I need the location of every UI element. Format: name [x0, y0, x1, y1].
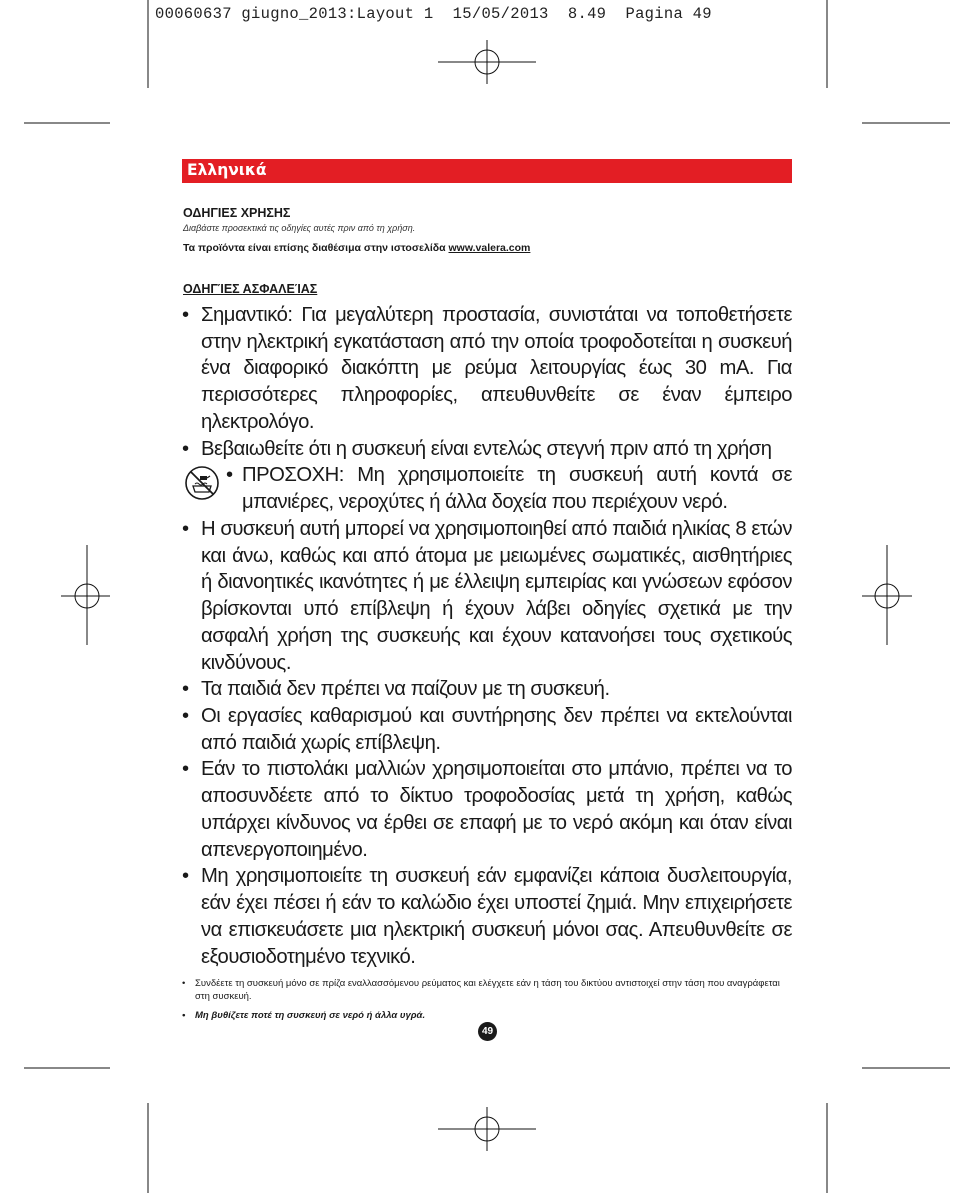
safety-heading: ΟΔΗΓΊΕΣ ΑΣΦΑΛΕΊΑΣ — [183, 282, 318, 296]
website-link[interactable]: www.valera.com — [448, 242, 531, 254]
availability-text: Τα προϊόντα είναι επίσης διαθέσιμα στην ιστοσελίδα — [183, 242, 446, 254]
availability-line — [183, 242, 530, 254]
note-text: Συνδέετε τη συσκευή μόνο σε πρίζα εναλλασσόμενου ρεύματος και ελέγχετε εάν η τάση του δικτύου αντιστοιχεί στην τάση που αναγράφεται στη συσκευή. — [195, 978, 780, 1002]
language-band — [182, 159, 792, 183]
bullet-marker: • — [182, 1010, 186, 1021]
list-item — [182, 863, 792, 970]
bullet-text: Η συσκευή αυτή μπορεί να χρησιμοποιηθεί από παιδιά ηλικίας 8 ετών και άνω, καθώς και από άτομα με μειωμένες σωματικές, αισθητήριες ή διανοητικές ικανότητες ή με έλλειψη εμπειρίας και γνώσεων εφόσον βρίσκονται υπό επίβλεψη ή έχουν λάβει οδηγίες σχετικά με την ασφαλή χρήση της συσκευής και έχουν κατανοήσει τους σχετικούς κινδύνους. — [201, 517, 792, 674]
list-item — [182, 703, 792, 756]
list-item — [182, 1010, 792, 1023]
note-text: Μη βυθίζετε ποτέ τη συσκευή σε νερό ή άλλα υγρά. — [195, 1010, 426, 1021]
safety-bullet-list — [182, 302, 792, 970]
list-item — [182, 978, 792, 1003]
bullet-marker: • — [182, 865, 189, 888]
no-water-bath-icon — [184, 465, 220, 501]
list-item — [182, 516, 792, 676]
bullet-marker: • — [182, 437, 189, 460]
bullet-marker: • — [182, 517, 189, 540]
language-label: Ελληνικά — [187, 161, 267, 179]
bullet-text: ΠΡΟΣΟΧΗ: Μη χρησιμοποιείτε τη συσκευή αυτή κοντά σε μπανιέρες, νεροχύτες ή άλλα δοχεία που περιέχουν νερό. — [242, 464, 792, 514]
small-notes-list — [182, 978, 792, 1023]
bullet-marker: • — [182, 705, 189, 728]
print-slug-line: 00060637 giugno_2013:Layout 1 15/05/2013 8.49 Pagina 49 — [155, 5, 712, 23]
list-item — [182, 756, 792, 863]
bullet-marker: • — [182, 304, 189, 326]
bullet-text: Τα παιδιά δεν πρέπει να παίζουν με τη συσκευή. — [201, 678, 610, 701]
bullet-marker: • — [182, 758, 189, 781]
bullet-text: Μη χρησιμοποιείτε τη συσκευή εάν εμφανίζει κάποια δυσλειτουργία, εάν έχει πέσει ή εάν το καλώδιο έχει υποστεί ζημιά. Μην επιχειρήσετε να επισκευάσετε μια ηλεκτρική συσκευή μόνοι σας. Απευθυνθείτε σε εξουσιοδοτημένο τεχνικό. — [201, 865, 792, 968]
list-item — [182, 676, 792, 703]
bullet-text: Βεβαιωθείτε ότι η συσκευή είναι εντελώς στεγνή πριν από τη χρήση — [201, 437, 772, 460]
bullet-text: Εάν το πιστολάκι μαλλιών χρησιμοποιείται στο μπάνιο, πρέπει να το αποσυνδέετε από το δίκτυο τροφοδοσίας μετά τη χρήση, καθώς υπάρχει κίνδυνος να έρθει σε επαφή με το νερό ακόμη και όταν είναι απενεργοποιημένο. — [201, 758, 792, 861]
list-item-warning — [182, 462, 792, 515]
list-item — [182, 436, 792, 463]
bullet-marker: • — [182, 678, 189, 701]
bullet-text: Οι εργασίες καθαρισμού και συντήρησης δεν πρέπει να εκτελούνται από παιδιά χωρίς επίβλεψη. — [201, 705, 792, 754]
list-item — [182, 302, 792, 436]
page-number: 49 — [478, 1022, 497, 1041]
bullet-text: Σημαντικό: Για μεγαλύτερη προστασία, συνιστάται να τοποθετήσετε στην ηλεκτρική εγκατάσταση από την οποία τροφοδοτείται η συσκευή ένα διαφορικό διακόπτη με ρεύμα λειτουργίας έως 30 mA. Για περισσότερες πληροφορίες, απευθυνθείτε σε έναν έμπειρο ηλεκτρολόγο. — [201, 304, 792, 433]
bullet-marker: • — [182, 978, 186, 989]
instructions-title: ΟΔΗΓΙΕΣ ΧΡΗΣΗΣ — [183, 206, 291, 220]
bullet-marker: • — [226, 464, 233, 487]
instructions-subtitle: Διαβάστε προσεκτικά τις οδηγίες αυτές πριν από τη χρήση. — [183, 223, 416, 233]
